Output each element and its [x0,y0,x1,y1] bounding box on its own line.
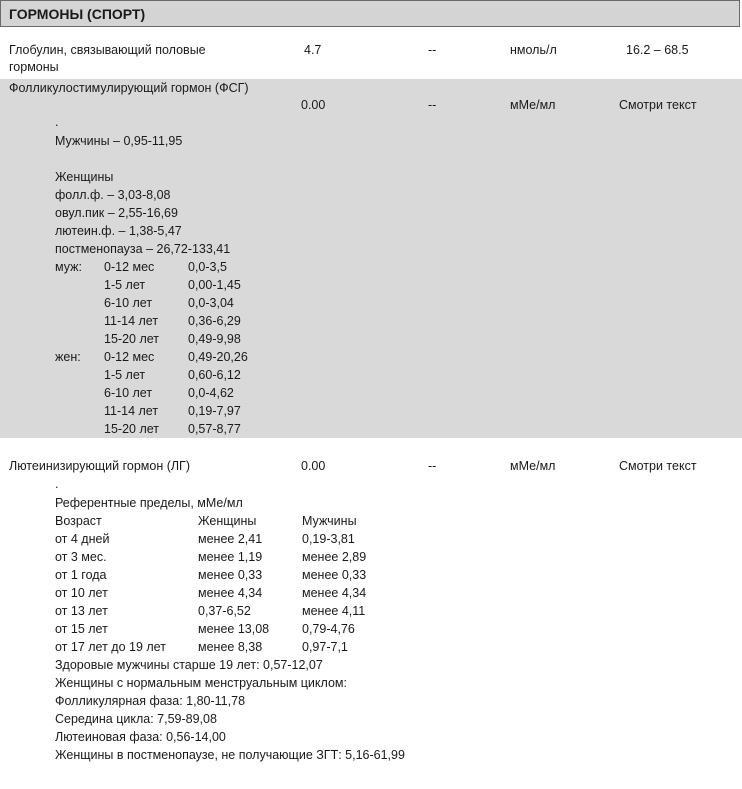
ref-age: от 15 лет [55,622,108,636]
col-header-men: Мужчины [302,514,357,528]
ref-men: менее 4,34 [302,586,367,600]
ref-men: менее 2,89 [302,550,367,564]
age-range-label: 15-20 лет [104,332,159,346]
age-range-value: 0,0-4,62 [188,386,234,400]
note-extra: Лютеиновая фаза: 0,56-14,00 [55,730,226,744]
section-header [0,0,740,27]
result-row-fsh [0,79,742,438]
test-flag: -- [428,459,437,473]
age-range-value: 0,36-6,29 [188,314,241,328]
ref-age: от 3 мес. [55,550,107,564]
test-reference: Смотри текст [619,459,697,473]
section-title: ГОРМОНЫ (СПОРТ) [9,6,146,22]
age-range-label: 1-5 лет [104,278,146,292]
ref-women: менее 1,19 [198,550,263,564]
ref-women: менее 0,33 [198,568,263,582]
age-range-value: 0,0-3,04 [188,296,234,310]
note-extra: Женщины с нормальным менструальным циклом: [55,676,347,690]
test-unit: мМе/мл [510,98,556,112]
age-range-value: 0,19-7,97 [188,404,241,418]
age-range-label: 11-14 лет [104,404,159,418]
test-name: Фолликулостимулирующий гормон (ФСГ) [9,81,249,95]
ref-age: от 10 лет [55,586,108,600]
age-range-value: 0,49-9,98 [188,332,241,346]
test-value: 0.00 [301,98,326,112]
age-range-label: 6-10 лет [104,296,153,310]
age-range-label: 1-5 лет [104,368,146,382]
note-men: Мужчины – 0,95-11,95 [55,134,183,148]
test-unit: мМе/мл [510,459,556,473]
note-women-line: овул.пик – 2,55-16,69 [55,206,178,220]
test-value: 4.7 [304,43,322,57]
note-women-line: лютеин.ф. – 1,38-5,47 [55,224,182,238]
ref-age: от 4 дней [55,532,110,546]
col-header-age: Возраст [55,514,102,528]
test-reference: 16.2 – 68.5 [626,43,689,57]
test-name: Лютеинизирующий гормон (ЛГ) [9,459,190,473]
test-flag: -- [428,98,437,112]
age-range-label: 6-10 лет [104,386,153,400]
test-name: Глобулин, связывающий половые гормоны [9,43,206,74]
note-extra: Середина цикла: 7,59-89,08 [55,712,217,726]
ref-women: 0,37-6,52 [198,604,251,618]
age-range-label: 0-12 мес [104,260,155,274]
test-unit: нмоль/л [510,43,557,57]
note-extra: Фолликулярная фаза: 1,80-11,78 [55,694,246,708]
ref-age: от 17 лет до 19 лет [55,640,166,654]
age-sex: муж: [55,260,82,274]
age-range-value: 0,60-6,12 [188,368,241,382]
note-women-line: фолл.ф. – 3,03-8,08 [55,188,171,202]
col-header-women: Женщины [198,514,257,528]
ref-men: 0,97-7,1 [302,640,348,654]
note-heading: Референтные пределы, мМе/мл [55,496,243,510]
ref-age: от 1 года [55,568,107,582]
test-reference: Смотри текст [619,98,697,112]
age-range-label: 15-20 лет [104,422,159,436]
age-range-value: 0,49-20,26 [188,350,248,364]
ref-men: менее 4,11 [302,604,366,618]
test-value: 0.00 [301,459,326,473]
note-women-line: постменопауза – 26,72-133,41 [55,242,231,256]
ref-men: 0,79-4,76 [302,622,355,636]
note-dot: . [55,477,59,491]
ref-men: 0,19-3,81 [302,532,355,546]
test-flag: -- [428,43,437,57]
note-dot: . [55,115,59,129]
note-women-title: Женщины [55,170,114,184]
age-sex: жен: [55,350,81,364]
note-extra: Здоровые мужчины старше 19 лет: 0,57-12,07 [55,658,323,672]
ref-women: менее 4,34 [198,586,263,600]
ref-age: от 13 лет [55,604,108,618]
ref-women: менее 13,08 [198,622,270,636]
age-range-label: 11-14 лет [104,314,159,328]
age-range-value: 0,57-8,77 [188,422,241,436]
age-range-value: 0,0-3,5 [188,260,227,274]
note-extra: Женщины в постменопаузе, не получающие ЗГТ: 5,16-61,99 [55,748,405,762]
ref-men: менее 0,33 [302,568,367,582]
age-range-value: 0,00-1,45 [188,278,241,292]
ref-women: менее 8,38 [198,640,263,654]
ref-women: менее 2,41 [198,532,263,546]
age-range-label: 0-12 мес [104,350,155,364]
